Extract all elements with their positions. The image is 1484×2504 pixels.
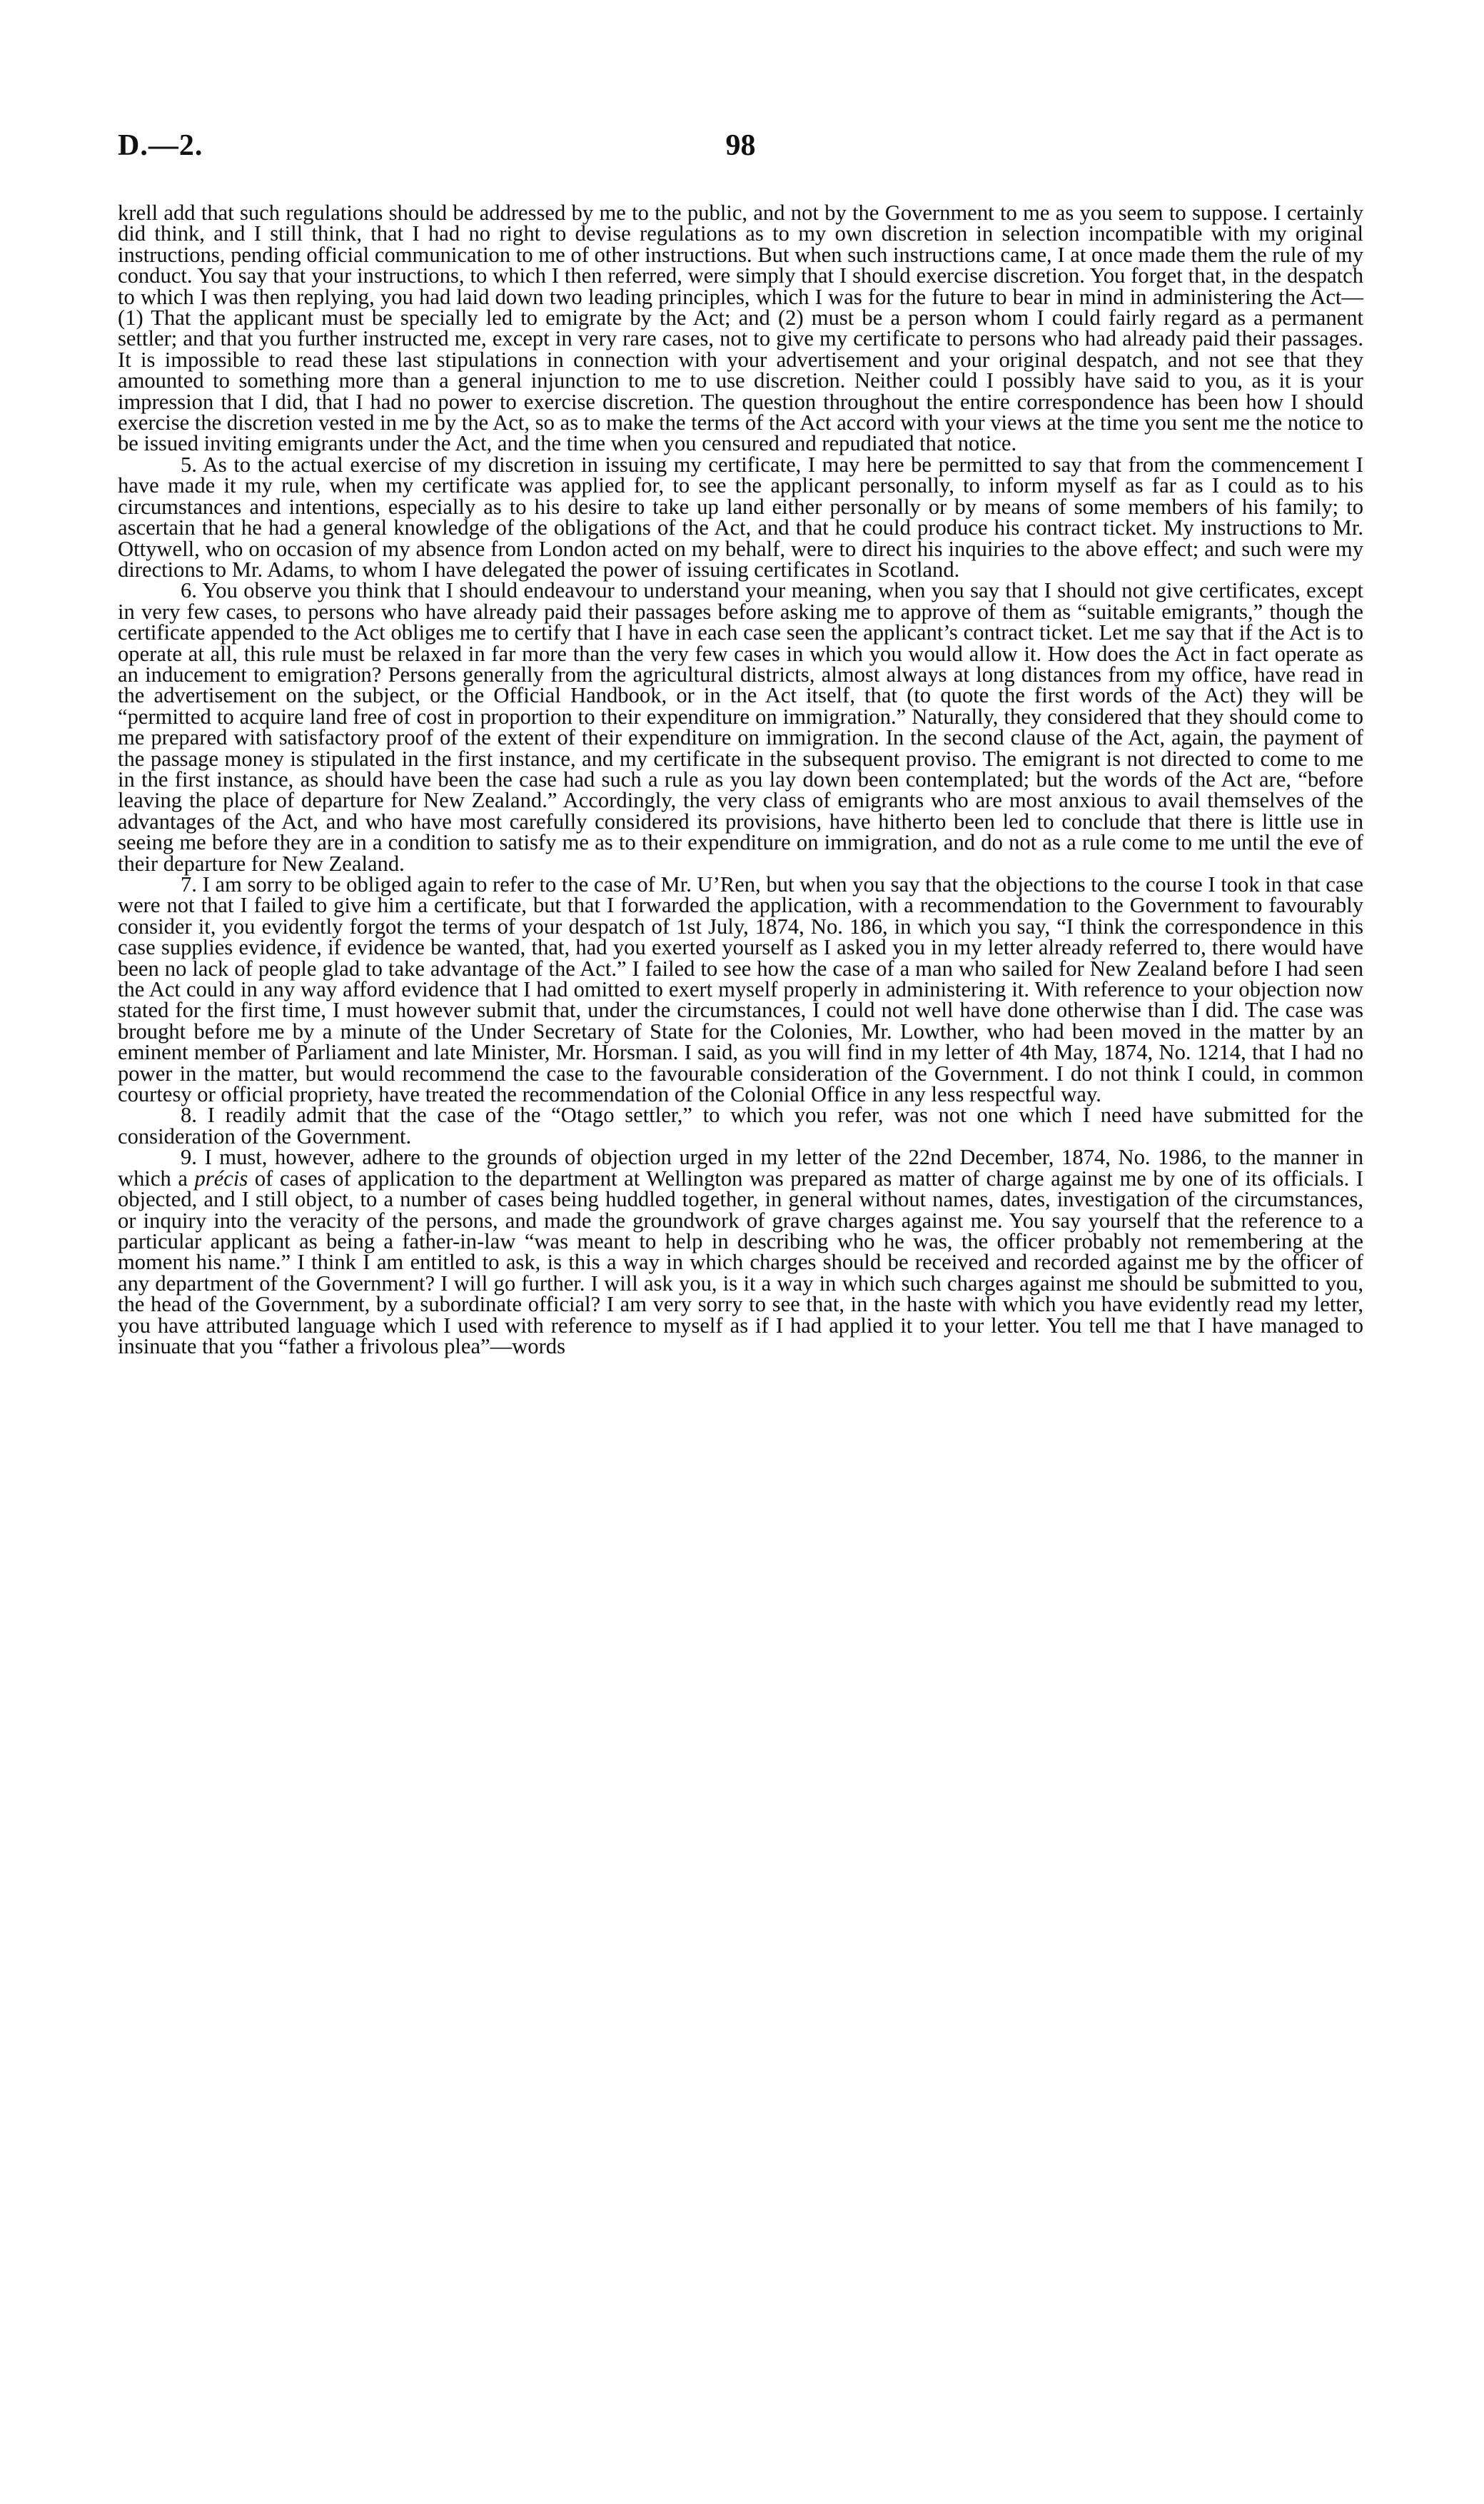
page-header: [118, 128, 1363, 171]
paragraph-9-text-end: of cases of application to the department at Wellington was prepared as matter of charge against me by one of its officials. I objected, and I still object, to a number of cases being huddled together, in general without names, dates, investigation of the circumstances, or inquiry into the veracity of the persons, and made the groundwork of grave charges against me. You say yourself that the reference to a particular applicant as being a father-in-law “was meant to help in describing who he was, the officer probably not remembering at the moment his name.” I think I am entitled to ask, is this a way in which charges should be received and recorded against me by the officer of any department of the Government? I will go further. I will ask you, is it a way in which such charges against me should be submitted to you, the head of the Government, by a subordinate official? I am very sorry to see that, in the haste with which you have evidently read my letter, you have attributed language which I used with reference to myself as if I had applied it to your letter. You tell me that I have managed to insinuate that you “father a frivolous plea”—words: [118, 1166, 1363, 1358]
paragraph-6: 6. You observe you think that I should endeavour to understand your meaning, when you say that I should not give certificates, except in very few cases, to persons who have already paid their passages before asking me to approve of them as “suitable emigrants,” though the certificate appended to the Act obliges me to certify that I have in each case seen the applicant’s contract ticket. Let me say that if the Act is to operate at all, this rule must be relaxed in far more than the very few cases in which you would allow it. How does the Act in fact operate as an inducement to emigration? Persons generally from the agricultural districts, almost always at long distances from my office, have read in the advertisement on the subject, or the Official Handbook, or in the Act itself, that (to quote the first words of the Act) they will be “permitted to acquire land free of cost in proportion to their expenditure on immigration.” Naturally, they considered that they should come to me prepared with satisfactory proof of the extent of their expenditure on immigration. In the second clause of the Act, again, the payment of the passage money is stipulated in the first instance, and my certificate in the subsequent proviso. The emigrant is not directed to come to me in the first instance, as should have been the case had such a rule as you lay down been contemplated; but the words of the Act are, “before leaving the place of departure for New Zealand.” Accordingly, the very class of emigrants who are most anxious to avail themselves of the advantages of the Act, and who have most carefully considered its provisions, have hitherto been led to conclude that there is little use in seeing me before they are in a condition to satisfy me as to their expenditure on immigration, and do not as a rule come to me until the eve of their departure for New Zealand.: [118, 578, 1363, 876]
document-reference: D.—2.: [118, 129, 203, 162]
paragraph-5: 5. As to the actual exercise of my discretion in issuing my certificate, I may here be permitted to say that from the commencement I have made it my rule, when my certificate was applied for, to see the applicant personally, to inform myself as far as I could as to his circumstances and intentions, especially as to his desire to take up land either personally or by means of some members of his family; to ascertain that he had a general knowledge of the obligations of the Act, and that he could produce his contract ticket. My instructions to Mr. Ottywell, who on occasion of my absence from London acted on my behalf, were to direct his inquiries to the above effect; and such were my directions to Mr. Adams, to whom I have delegated the power of issuing certificates in Scotland.: [118, 452, 1363, 582]
page-number: 98: [725, 129, 756, 162]
letter-body: [118, 203, 1363, 1357]
paragraph-9-text-start: 9. I must, however, adhere to the grounds of objection urged in my letter of the 22nd December, 1874, No. 1986, to the manner in which a: [118, 1145, 1363, 1191]
paragraph-9-italic-word: précis: [194, 1166, 248, 1191]
paragraph-9: [118, 1147, 1363, 1357]
paragraph-8: 8. I readily admit that the case of the “Otago settler,” to which you refer, was not one which I need have submitted for the consideration of the Government.: [118, 1103, 1363, 1148]
paragraph-continuation: krell add that such regulations should be addressed by me to the public, and not by the Government to me as you seem to suppose. I certainly did think, and I still think, that I had no right to devise regulations as to my own discretion in selection incompatible with my original instructions, pending official communication to me of other instructions. But when such instructions came, I at once made them the rule of my conduct. You say that your instructions, to which I then referred, were simply that I should exercise discretion. You forget that, in the despatch to which I was then replying, you had laid down two leading principles, which I was for the future to bear in mind in administering the Act—(1) That the applicant must be specially led to emigrate by the Act; and (2) must be a person whom I could fairly regard as a permanent settler; and that you further instructed me, except in very rare cases, not to give my certificate to persons who had already paid their passages. It is impossible to read these last stipulations in connection with your advertisement and your original despatch, and not see that they amounted to something more than a general injunction to me to use discretion. Neither could I possibly have said to you, as it is your impression that I did, that I had no power to exercise discretion. The question throughout the entire correspondence has been how I should exercise the discretion vested in me by the Act, so as to make the terms of the Act accord with your views at the time you sent me the notice to be issued inviting emigrants under the Act, and the time when you censured and repudiated that notice.: [118, 201, 1363, 456]
paragraph-7: 7. I am sorry to be obliged again to refer to the case of Mr. U’Ren, but when you say that the objections to the course I took in that case were not that I failed to give him a certificate, but that I forwarded the application, with a recommendation to the Government to favourably consider it, you evidently forgot the terms of your despatch of 1st July, 1874, No. 186, in which you say, “I think the correspondence in this case supplies evidence, if evidence be wanted, that, had you exerted yourself as I asked you in my letter already referred to, there would have been no lack of people glad to take advantage of the Act.” I failed to see how the case of a man who sailed for New Zealand before I had seen the Act could in any way afford evidence that I had omitted to exert myself properly in administering it. With reference to your objection now stated for the first time, I must however submit that, under the circumstances, I could not well have done otherwise than I did. The case was brought before me by a minute of the Under Secretary of State for the Colonies, Mr. Lowther, who had been moved in the matter by an eminent member of Parliament and late Minister, Mr. Horsman. I said, as you will find in my letter of 4th May, 1874, No. 1214, that I had no power in the matter, but would recommend the case to the favourable consideration of the Government. I do not think I could, in common courtesy or official propriety, have treated the recommendation of the Colonial Office in any less respectful way.: [118, 872, 1363, 1107]
